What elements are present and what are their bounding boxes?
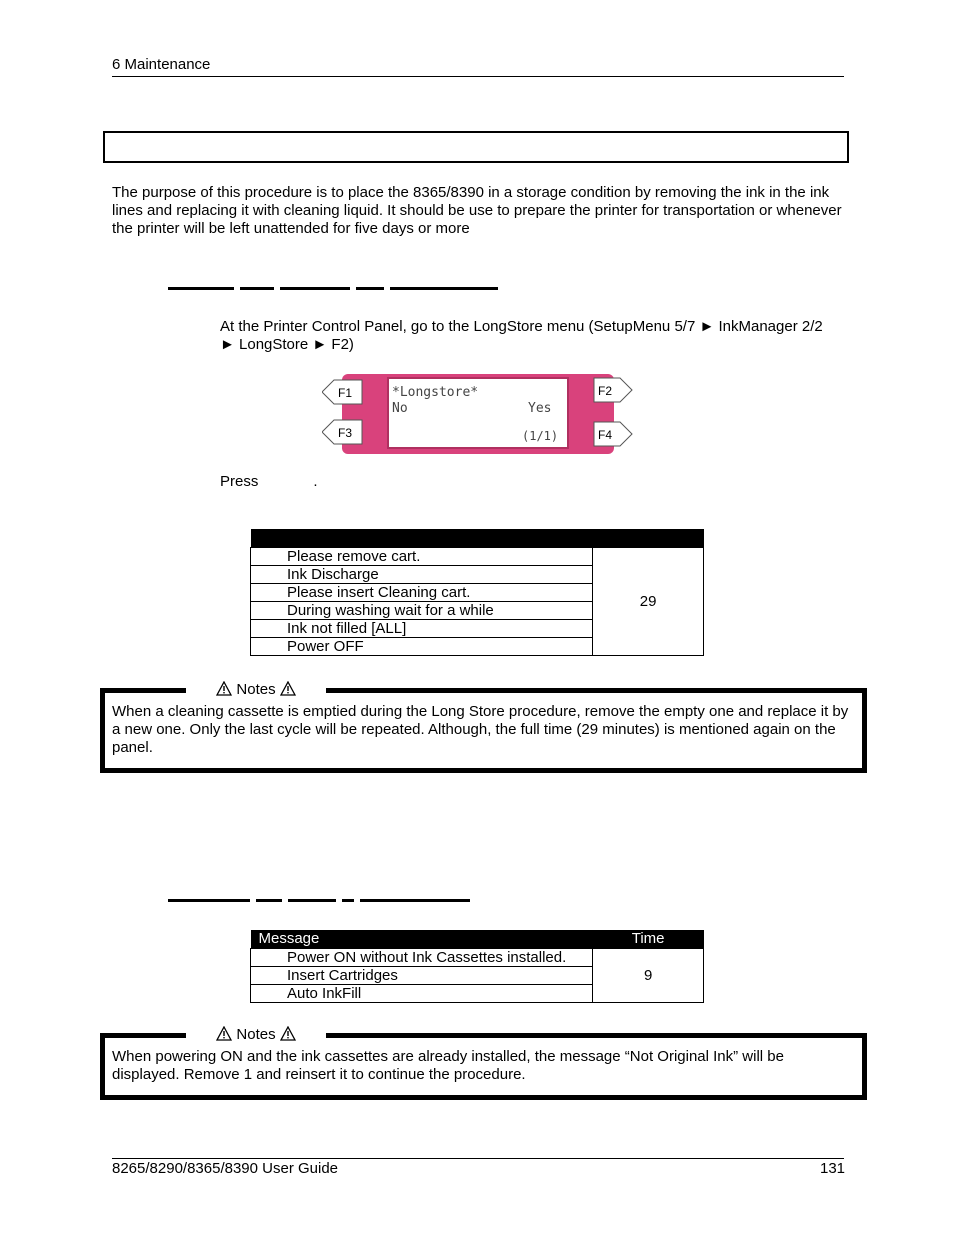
- screen-option-yes: Yes: [528, 401, 552, 416]
- notes-title: Notes: [236, 1026, 276, 1043]
- step-2-text: [220, 473, 318, 490]
- header-rule: [112, 76, 844, 77]
- page-number: 131: [820, 1160, 846, 1177]
- message-cell: Power ON without Ink Cassettes installed.: [251, 949, 593, 967]
- table-header-message: Message: [251, 930, 593, 949]
- warning-icon: [216, 1026, 232, 1041]
- table-header-row: [251, 930, 704, 949]
- message-cell: Insert Cartridges: [251, 967, 593, 985]
- table-header-message: [251, 529, 593, 548]
- longstore-message-table: [250, 529, 704, 656]
- table-header-time: [593, 529, 704, 548]
- intro-paragraph: The purpose of this procedure is to place the 8365/8390 in a storage condition by removing the ink in the ink lines and replacing it with cleaning liquid. It should be use to prepare the printer for transportation or whenever the printer will be left unattended for five days or more: [112, 184, 842, 237]
- table-header-time: Time: [593, 930, 704, 949]
- running-header: 6 Maintenance: [112, 56, 211, 73]
- table-header-row: [251, 529, 704, 548]
- step-1-text: At the Printer Control Panel, go to the LongStore menu (SetupMenu 5/7 ► InkManager 2/2 ► LongStore ► F2): [220, 318, 823, 353]
- message-cell: Auto InkFill: [251, 985, 593, 1003]
- notes-label-1: [186, 681, 326, 699]
- screen-option-no: No: [392, 401, 408, 416]
- screen-page-indicator: (1/1): [522, 429, 559, 443]
- step-2-prefix: Press: [220, 473, 259, 490]
- message-cell: Please insert Cleaning cart.: [251, 584, 593, 602]
- f3-button[interactable]: [322, 420, 362, 444]
- step-2-suffix: .: [313, 473, 318, 490]
- message-cell: Power OFF: [251, 638, 593, 656]
- power-on-message-table: [250, 930, 704, 1003]
- warning-icon: [216, 681, 232, 696]
- warning-icon: [280, 1026, 296, 1041]
- time-cell: 9: [593, 949, 704, 1003]
- f2-label: F2: [598, 384, 613, 398]
- footer-title: 8265/8290/8365/8390 User Guide: [112, 1160, 339, 1177]
- printer-control-panel: [322, 370, 634, 458]
- message-cell: Ink Discharge: [251, 566, 593, 584]
- warning-icon: [280, 681, 296, 696]
- time-cell: 29: [593, 548, 704, 656]
- procedure-title-box: [103, 131, 849, 163]
- redacted-heading-1: [168, 287, 500, 291]
- notes-label-2: [186, 1026, 326, 1044]
- f3-label: F3: [338, 426, 353, 440]
- f1-button[interactable]: [322, 380, 362, 404]
- message-cell: During washing wait for a while: [251, 602, 593, 620]
- redacted-heading-2: [168, 899, 470, 903]
- f1-label: F1: [338, 386, 353, 400]
- f4-button[interactable]: [594, 422, 632, 446]
- screen-line-1: *Longstore*: [392, 385, 479, 400]
- notes-text-2: When powering ON and the ink cassettes are already installed, the message “Not Original Ink” will be displayed. Remove 1 and reinsert it to continue the procedure.: [112, 1048, 784, 1083]
- f2-button[interactable]: [594, 378, 632, 402]
- message-cell: Please remove cart.: [251, 548, 593, 566]
- table-row: [251, 949, 704, 967]
- message-cell: Ink not filled [ALL]: [251, 620, 593, 638]
- footer-rule: [112, 1158, 844, 1159]
- notes-title: Notes: [236, 681, 276, 698]
- table-row: [251, 548, 704, 566]
- notes-text-1: When a cleaning cassette is emptied during the Long Store procedure, remove the empty one and replace it by a new one. Only the last cycle will be repeated. Although, the full time (29 minutes) is mentioned again on the panel.: [112, 703, 849, 756]
- f4-label: F4: [598, 428, 613, 442]
